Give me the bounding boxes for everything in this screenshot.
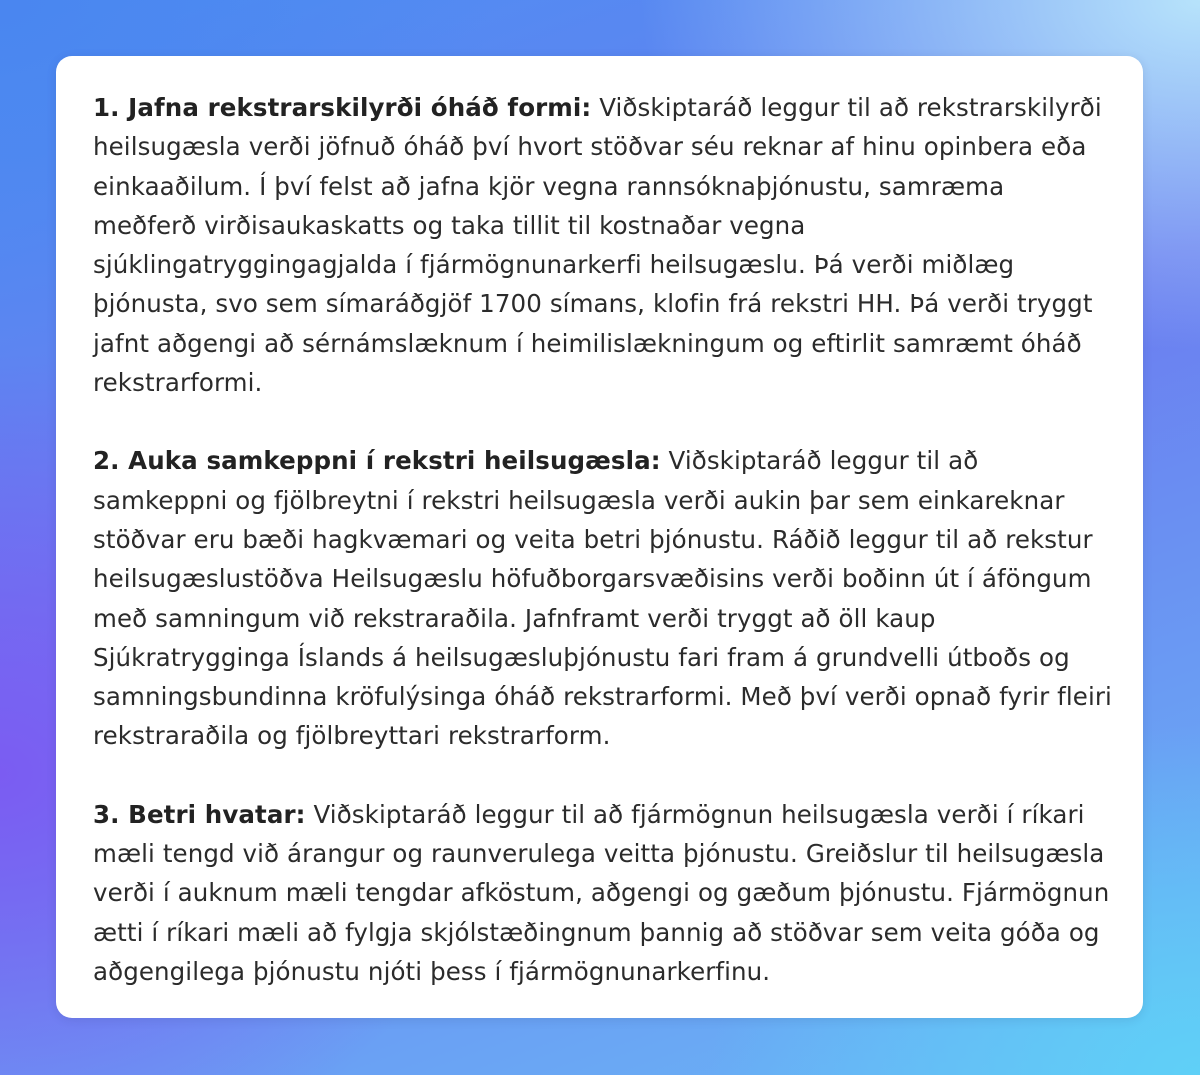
section-3-text: Viðskiptaráð leggur til að fjármögnun heilsugæsla verði í ríkari mæli tengd við árangur og raunverulega veitta þjónustu. Greiðslur til heilsugæsla verði í auknum mæli tengdar afköstum, aðgengi og gæðum þjónustu. Fjármögnun ætti í ríkari mæli að fylgja skjólstæðingnum þannig að stöðvar sem veita góða og aðgengilega þjónustu njóti þess í fjármögnunarkerfinu. [93,799,1110,986]
section-3-heading: 3. Betri hvatar: [93,799,306,829]
section-1-text: Viðskiptaráð leggur til að rekstrarskilyrði heilsugæsla verði jöfnuð óháð því hvort stöðvar séu reknar af hinu opinbera eða einkaaðilum. Í því felst að jafna kjör vegna rannsóknaþjónustu, samræma meðferð virðisaukaskatts og taka tillit til kostnaðar vegna sjúklingatryggingagjalda í fjármögnunarkerfi heilsugæslu. Þá verði miðlæg þjónusta, svo sem símaráðgjöf 1700 símans, klofin frá rekstri HH. Þá verði tryggt jafnt aðgengi að sérnámslæknum í heimilislækningum og eftirlit samræmt óháð rekstrarformi. [93,93,1102,398]
section-2-heading: 2. Auka samkeppni í rekstri heilsugæsla: [93,446,661,476]
document-card [56,56,1143,1018]
section-2 [93,441,1113,755]
section-1-heading: 1. Jafna rekstrarskilyrði óháð formi: [93,93,592,122]
section-3 [93,795,1113,991]
section-1 [93,88,1113,402]
section-2-text: Viðskiptaráð leggur til að samkeppni og fjölbreytni í rekstri heilsugæsla verði aukin þar sem einkareknar stöðvar eru bæði hagkvæmari og veita betri þjónustu. Ráðið leggur til að rekstur heilsugæslustöðva Heilsugæslu höfuðborgarsvæðisins verði boðinn út í áföngum með samningum við rekstraraðila. Jafnframt verði tryggt að öll kaup Sjúkratrygginga Íslands á heilsugæsluþjónustu fari fram á grundvelli útboðs og samningsbundinna kröfulýsinga óháð rekstrarformi. Með því verði opnað fyrir fleiri rekstraraðila og fjölbreyttari rekstrarform. [93,446,1112,751]
